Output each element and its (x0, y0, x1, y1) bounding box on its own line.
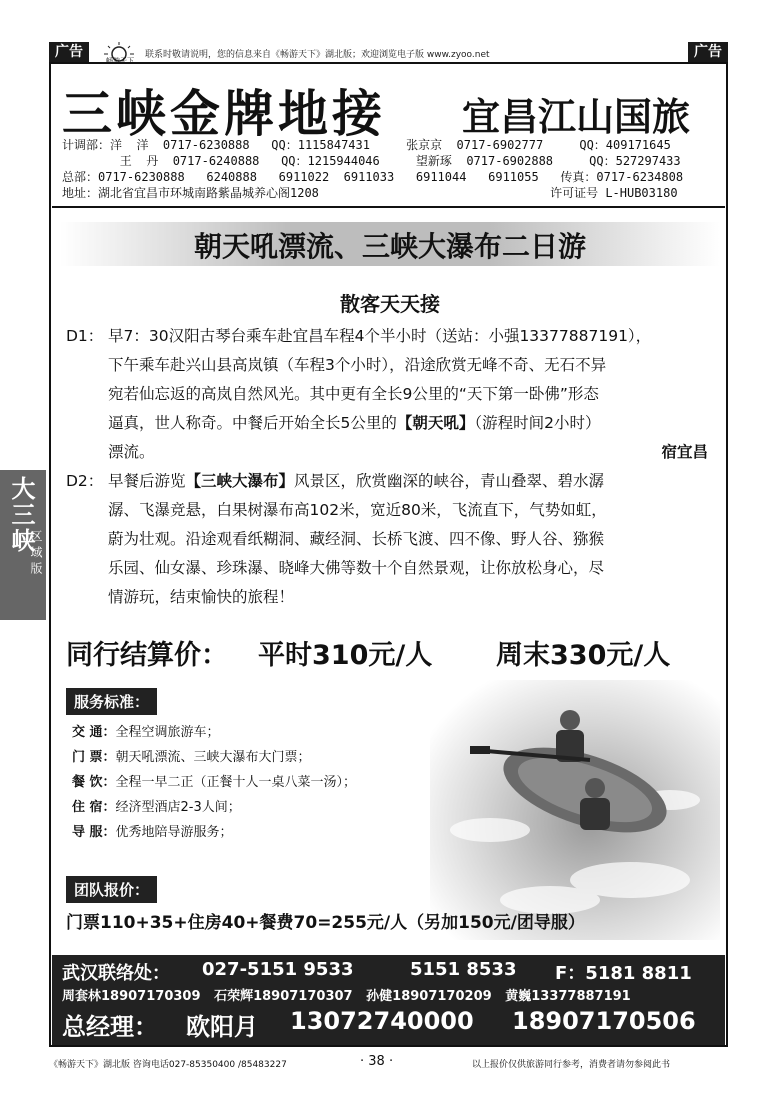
group-formula: 门票110+35+住房40+餐费70=255元/人（另加150元/团导服） (66, 913, 585, 933)
service-value: 经济型酒店2-3人间； (115, 800, 241, 815)
group-heading: 团队报价： (66, 876, 157, 903)
gm-label: 总经理： (62, 1013, 158, 1041)
service-list (72, 720, 356, 845)
day1-stay: 宿宜昌 (661, 443, 708, 461)
service-value: 优秀地陪导游服务； (115, 825, 233, 840)
service-key: 餐 饮： (72, 775, 116, 790)
service-key: 住 宿： (72, 800, 116, 815)
day1-line (108, 438, 708, 467)
gm-phone-1: 13072740000 (290, 1007, 474, 1035)
service-key: 门 票： (72, 750, 116, 765)
day2-line: 乐园、仙女瀑、珍珠瀑、晓峰大佛等数十个自然景观，让你放松身心，尽 (108, 559, 605, 577)
service-value: 朝天吼漂流、三峡大瀑布大门票； (115, 750, 311, 765)
day1-line: 早7：30汉阳古琴台乘车赴宜昌车程4个半小时（送站：小强13377887191）， (108, 327, 652, 345)
gm-name: 欧阳月 (186, 1013, 258, 1041)
wuhan-tel-1: 027-5151 9533 (202, 959, 354, 980)
rafting-photo-illustration (430, 680, 720, 940)
service-value: 全程空调旅游车； (115, 725, 220, 740)
highlight-waterfall: 【三峡大瀑布】 (185, 472, 295, 490)
peer-price-label: 同行结算价： (66, 640, 228, 671)
day1-label: D1： (66, 327, 104, 345)
day1-text-part: 逼真，世人称奇。中餐后开始全长5公里的 (108, 414, 397, 432)
wuhan-tel-2: 5151 8533 (410, 959, 517, 980)
header-divider (52, 206, 725, 208)
gm-phone-2: 18907170506 (512, 1007, 696, 1035)
day2-line: 蔚为壮观。沿途观看纸糊洞、藏经洞、长桥飞渡、四不像、野人谷、猕猴 (108, 530, 605, 548)
footer-right: 以上报价仅供旅游同行参考，消费者请勿参阅此书 (472, 1060, 671, 1070)
brand-agency: 宜昌江山国旅 (462, 94, 691, 139)
weekend-price: 周末330元/人 (496, 640, 671, 671)
day2-text-part: 风景区，欣赏幽深的峡谷，青山叠翠、碧水潺 (294, 472, 605, 490)
day2-line (108, 467, 708, 496)
side-tab-small: 区域版 (29, 530, 43, 578)
day2-text-part: 早餐后游览 (108, 472, 186, 490)
route-title: 朝天吼漂流、三峡大瀑布二日游 (193, 230, 586, 263)
side-tab (0, 470, 46, 620)
ad-label-right: 广告 (688, 42, 728, 62)
contact-line-3: 总部：0717-6230888 6240888 6911022 6911033 6911044 6911055 传真：0717-6234808 (62, 170, 684, 184)
day2-text (108, 467, 708, 612)
rafting-photo (430, 680, 720, 940)
day1-text (108, 322, 708, 467)
contact-line-2: 王 丹 0717-6240888 QQ：1215944046 望新琢 0717-6902888 QQ：527297433 (62, 154, 681, 168)
weekday-price: 平时310元/人 (258, 640, 433, 671)
route-subtitle: 散客天天接 (340, 292, 440, 316)
day1-line: 宛若仙忘返的高岚自然风光。其中更有全长9公里的“天下第一卧佛”形态 (108, 385, 599, 403)
page-number: · 38 · (360, 1054, 394, 1069)
day2-line: 潺、飞瀑竞悬，白果树瀑布高102米，宽近80米，飞流直下，气势如虹， (108, 501, 607, 519)
header-notice: 联系时敬请说明，您的信息来自《畅游天下》湖北版；欢迎浏览电子版 www.zyoo.net (145, 50, 490, 60)
brand-main: 三峡金牌地接 (62, 85, 386, 143)
ad-label-left: 广告 (49, 42, 89, 62)
day1-text-part: 漂流。 (108, 443, 155, 461)
service-key: 交 通： (72, 725, 116, 740)
contact-line-1: 计调部：洋 洋 0717-6230888 QQ：1115847431 张京京 0717-6902777 QQ：409171645 (62, 138, 671, 152)
side-tab-big: 大三峡 (7, 476, 36, 554)
wuhan-contact-box (52, 955, 725, 1045)
service-item (72, 770, 356, 795)
day2-label: D2： (66, 472, 104, 490)
footer-left: 《畅游天下》湖北版 咨询电话027-85350400 /85483227 (49, 1060, 287, 1070)
service-item (72, 795, 356, 820)
day2-line: 情游玩，结束愉快的旅程！ (108, 588, 295, 606)
service-item (72, 720, 356, 745)
wuhan-office-label: 武汉联络处： (62, 963, 170, 984)
logo-text: 畅游天下 (106, 57, 134, 65)
day1-line: 下午乘车赴兴山县高岚镇（车程3个小时），沿途欣赏无峰不奇、无石不异 (108, 356, 607, 374)
service-item (72, 820, 356, 845)
wuhan-people: 周套林18907170309 石荣辉18907170307 孙健18907170209 黄巍13377887191 (62, 989, 631, 1004)
service-key: 导 服： (72, 825, 116, 840)
highlight-chaotianhou: 【朝天吼】 (396, 414, 475, 432)
contact-line-4: 地址：湖北省宜昌市环城南路紫晶城养心阁1208 许可证号 L-HUB03180 (62, 186, 678, 200)
wuhan-fax: F：5181 8811 (555, 963, 692, 984)
service-heading: 服务标准： (66, 688, 157, 715)
service-item (72, 745, 356, 770)
service-value: 全程一早二正（正餐十人一桌八菜一汤）； (115, 775, 357, 790)
day1-text-part: （游程时间2小时） (474, 414, 601, 432)
day1-line (108, 409, 708, 438)
